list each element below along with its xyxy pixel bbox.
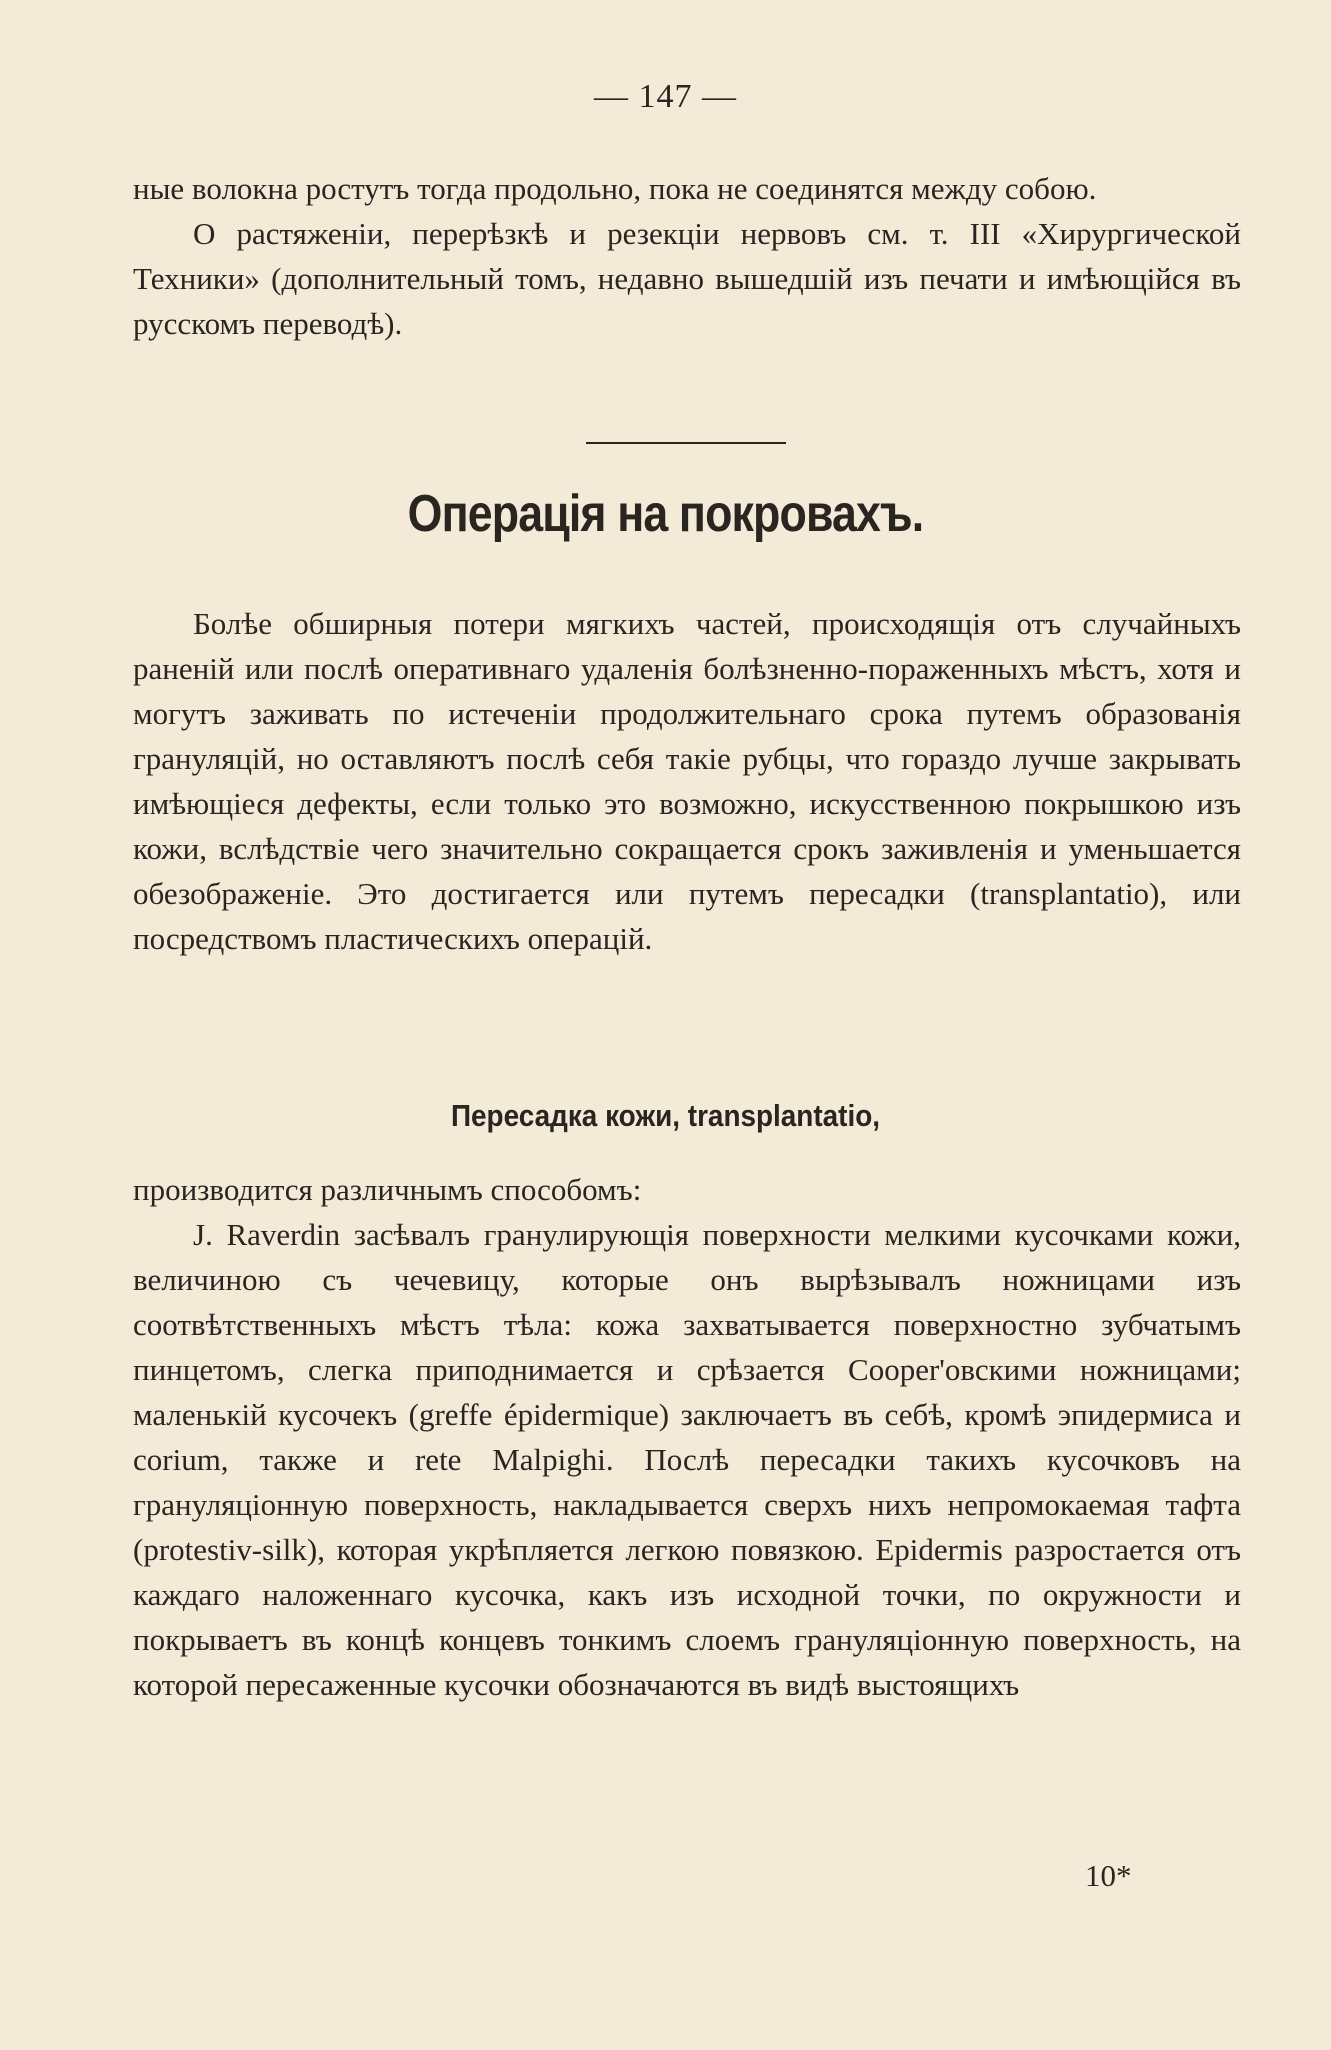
paragraph: J. Raverdin засѣвалъ гранулирующія поверхности мелкими кусочками кожи, величиною съ чечевицу, которые онъ вырѣзывалъ ножницами изъ соотвѣтственныхъ мѣстъ тѣла: кожа захватывается поверхностно зубчатымъ пинцетомъ, слегка приподнимается и срѣзается Cooper'овскими ножницами; маленькій кусочекъ (greffe épidermique) заключаетъ въ себѣ, кромѣ эпидермиса и corium, также и rete Malpighi. Послѣ пересадки такихъ кусочковъ на грануляціонную поверхность, накладывается сверхъ нихъ непромокаемая тафта (protestiv-silk), которая укрѣпляется легкою повязкою. Epidermis разростается отъ каждаго наложеннаго кусочка, какъ изъ исходной точки, по окружности и покрываетъ въ концѣ концевъ тонкимъ слоемъ грануляціонную поверхность, на которой пересаженные кусочки обозначаются въ видѣ выстоящихъ xyxy=(133,1217,1241,1702)
paragraph: Болѣе обширныя потери мягкихъ частей, происходящія отъ случайныхъ раненій или послѣ оперативнаго удаленія болѣзненно-пораженныхъ мѣстъ, хотя и могутъ заживать по истеченіи продолжительнаго срока путемъ образованія грануляцій, но оставляютъ послѣ себя такіе рубцы, что гораздо лучше закрывать имѣющіеся дефекты, если только это возможно, искусственною покрышкою изъ кожи, вслѣдствіе чего значительно сокращается срокъ заживленія и уменьшается обезображеніе. Это достигается или путемъ пересадки (transplantatio), или посредствомъ пластическихъ операцій. xyxy=(133,606,1241,956)
signature-mark: 10* xyxy=(1085,1858,1132,1893)
bottom-text-block xyxy=(133,1167,1241,1707)
section-heading: Операція на покровахъ. xyxy=(407,485,924,543)
page-number: — 147 — xyxy=(594,78,737,115)
top-text-block xyxy=(133,166,1241,346)
paragraph: ные волокна ростутъ тогда продольно, пока не соединятся между собою. xyxy=(133,171,1097,206)
paragraph: производится различнымъ способомъ: xyxy=(133,1172,642,1207)
section-divider xyxy=(586,442,786,444)
middle-text-block xyxy=(133,601,1241,961)
subsection-heading: Пересадка кожи, transplantatio, xyxy=(450,1098,880,1133)
paragraph: О растяженіи, перерѣзкѣ и резекціи нервовъ см. т. III «Хирургической Техники» (дополнительный томъ, недавно вышедшій изъ печати и имѣющійся въ русскомъ переводѣ). xyxy=(133,216,1241,341)
